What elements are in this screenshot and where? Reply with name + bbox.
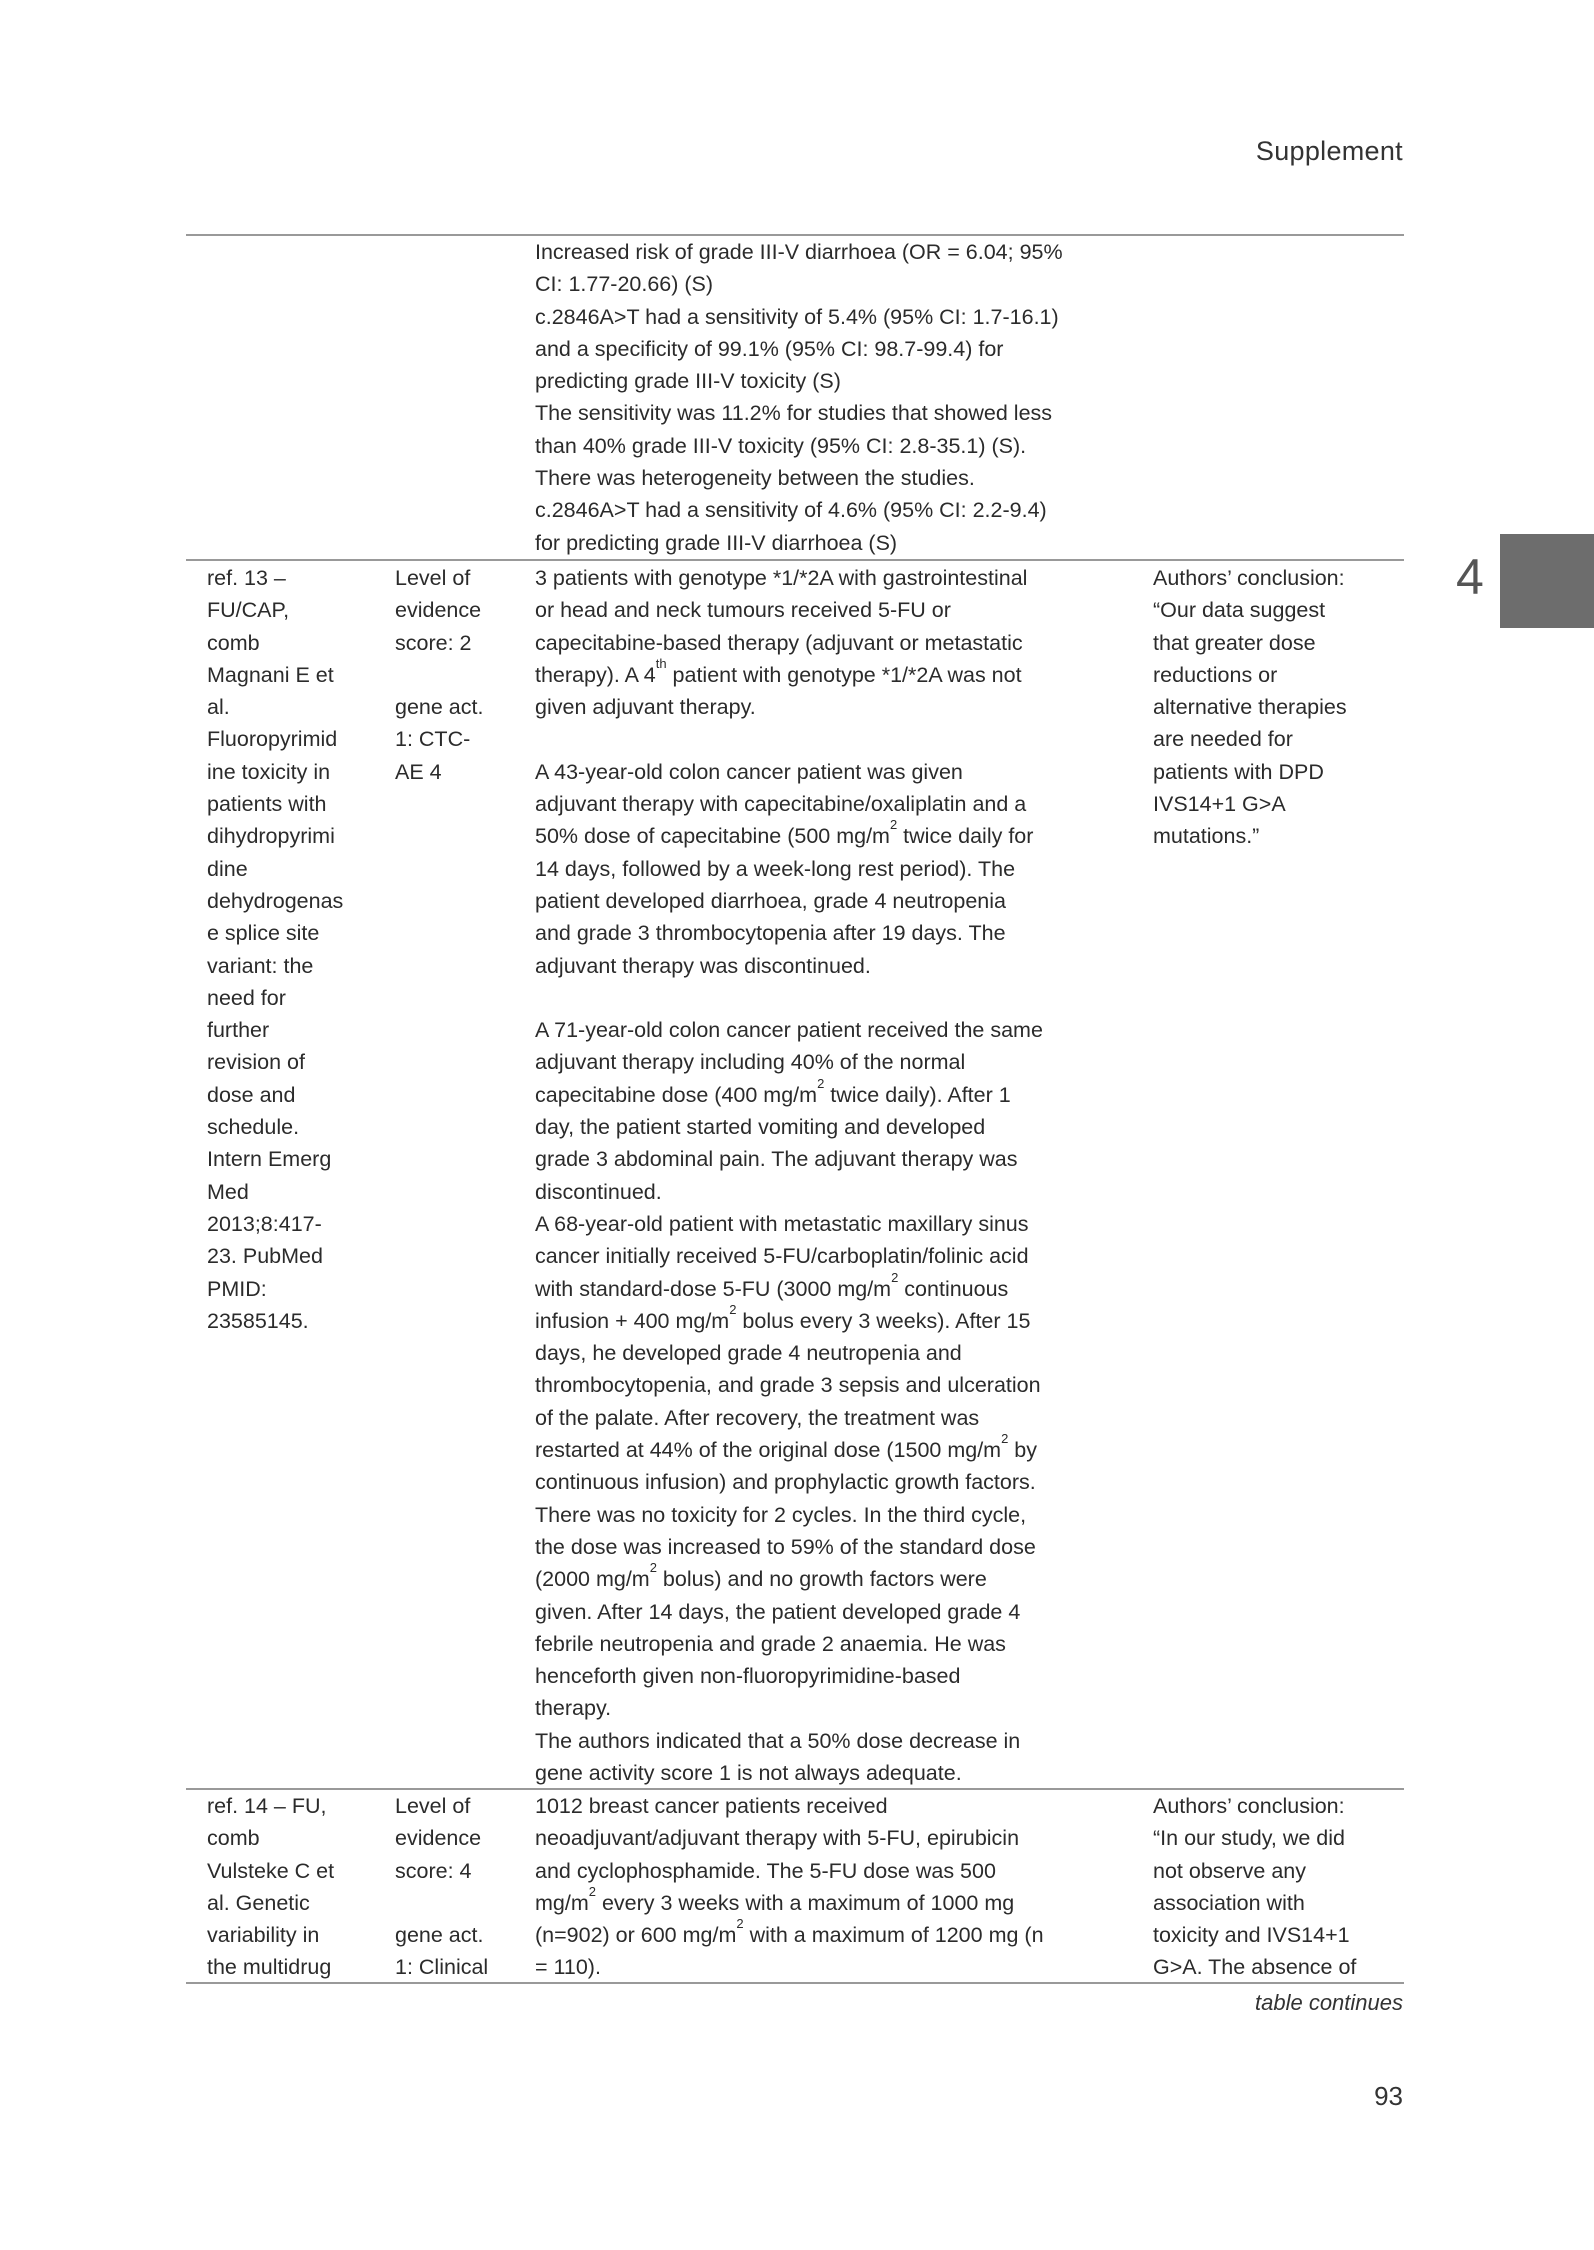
text-line: = 110). [535,1955,601,1980]
text-line: days, he developed grade 4 neutropenia and [535,1341,962,1366]
text-line: predicting grade III-V toxicity (S) [535,369,841,394]
text-fragment: with a maximum of 1200 mg (n [743,1923,1044,1948]
superscript: 2 [649,1560,657,1576]
text-line: comb [207,1826,260,1851]
text-line: Fluoropyrimid [207,727,338,752]
text-fragment: therapy). A 4 [535,662,656,687]
text-line: discontinued. [535,1179,662,1204]
text-line: Intern Emerg [207,1147,332,1172]
text-line: “Our data suggest [1153,598,1326,623]
text-line: schedule. [207,1115,300,1140]
text-line: febrile neutropenia and grade 2 anaemia. He was [535,1631,1006,1656]
text-fragment: restarted at 44% of the original dose (1500 mg/m [535,1438,1002,1463]
row2-findings [535,1790,1135,1984]
text-line: further [207,1018,270,1043]
superscript: 2 [729,1301,737,1317]
text-line: A 71-year-old colon cancer patient received the same [535,1018,1043,1043]
text-line: FU/CAP, [207,598,290,623]
text-line [535,1916,1135,1951]
text-line: revision of [207,1050,305,1075]
text-line: “In our study, we did [1153,1826,1345,1851]
superscript: 2 [1001,1431,1009,1447]
text-line: mutations.” [1153,824,1260,849]
text-line: variant: the [207,953,314,978]
text-line: 14 days, followed by a week-long rest period). The [535,856,1016,881]
text-line: Level of [395,566,471,590]
text-line: adjuvant therapy with capecitabine/oxaliplatin and a [535,792,1027,817]
text-line: Level of [395,1794,471,1818]
text-line: AE 4 [395,759,442,784]
text-line: and a specificity of 99.1% (95% CI: 98.7-99.4) for [535,336,1004,361]
text-fragment: twice daily for [897,824,1034,849]
text-line: IVS14+1 G>A [1153,792,1286,817]
text-fragment: (2000 mg/m [535,1567,650,1592]
text-fragment: bolus) and no growth factors were [656,1567,987,1592]
text-line: association with [1153,1890,1305,1915]
text-line: given adjuvant therapy. [535,695,756,720]
text-line: day, the patient started vomiting and developed [535,1115,986,1140]
text-line: the multidrug [207,1955,332,1980]
text-line: 23. PubMed [207,1244,323,1269]
text-line: neoadjuvant/adjuvant therapy with 5-FU, epirubicin [535,1826,1020,1851]
text-line: c.2846A>T had a sensitivity of 4.6% (95% CI: 2.2-9.4) [535,498,1047,523]
text-line [535,1560,1135,1595]
text-line: score: 4 [395,1858,472,1883]
text-line [535,1075,1135,1111]
text-fragment: (n=902) or 600 mg/m [535,1923,737,1948]
row1-conclusion [1153,562,1403,853]
text-line: 23585145. [207,1308,309,1333]
text-line: CI: 1.77-20.66) (S) [535,272,714,297]
row1-evidence [395,562,515,788]
text-line: cancer initially received 5-FU/carboplatin/folinic acid [535,1244,1029,1269]
text-line: ref. 13 – [207,566,286,590]
row2-conclusion [1153,1790,1403,1984]
text-line: Vulsteke C et [207,1858,335,1883]
text-line: The authors indicated that a 50% dose decrease in [535,1728,1021,1753]
text-line [535,1269,1135,1305]
text-line [395,1887,515,1919]
text-line: evidence [395,598,482,623]
text-line: alternative therapies [1153,695,1347,720]
text-line: 1: CTC- [395,727,471,752]
text-line: gene act. [395,1923,484,1948]
text-line: The sensitivity was 11.2% for studies that showed less [535,401,1053,426]
row0-col3-findings [535,236,1135,559]
text-line: 1012 breast cancer patients received [535,1794,888,1818]
text-line: G>A. The absence of [1153,1955,1357,1980]
text-line: adjuvant therapy including 40% of the normal [535,1050,966,1075]
text-line: Authors’ conclusion: [1153,1794,1345,1818]
text-line: variability in [207,1923,320,1948]
text-line: patients with DPD [1153,759,1324,784]
superscript: 2 [889,817,898,833]
text-line: toxicity and IVS14+1 [1153,1923,1350,1948]
paragraph-gap [535,723,1135,755]
text-line: There was heterogeneity between the studies. [535,466,975,491]
text-line: c.2846A>T had a sensitivity of 5.4% (95% CI: 1.7-16.1) [535,304,1059,329]
paragraph-gap [535,982,1135,1014]
text-line: ine toxicity in [207,759,331,784]
text-line: e splice site [207,921,320,946]
text-line: al. Genetic [207,1890,310,1915]
text-fragment: patient with genotype *1/*2A was not [666,662,1022,687]
text-line: capecitabine-based therapy (adjuvant or metastatic [535,630,1023,655]
text-line: thrombocytopenia, and grade 3 sepsis and ulceration [535,1373,1041,1398]
superscript: 2 [588,1883,596,1899]
text-line: dihydropyrimi [207,824,335,849]
superscript: 2 [736,1916,744,1932]
text-fragment: every 3 weeks with a maximum of 1000 mg [595,1890,1015,1915]
text-line: gene activity score 1 is not always adequate. [535,1760,962,1785]
text-line: the dose was increased to 59% of the standard dose [535,1534,1036,1559]
text-line: gene act. [395,695,484,720]
text-fragment: by [1008,1438,1038,1463]
text-line: grade 3 abdominal pain. The adjuvant therapy was [535,1147,1018,1172]
page-number: 93 [1374,2081,1403,2111]
text-line: need for [207,985,286,1010]
text-line: evidence [395,1826,482,1851]
text-fragment: continuous [898,1276,1009,1301]
row2-evidence [395,1790,515,1984]
text-line [535,655,1135,691]
superscript: th [655,655,667,671]
text-line: patients with [207,792,327,817]
text-fragment: infusion + 400 mg/m [535,1308,730,1333]
text-line [535,1301,1135,1337]
text-line: score: 2 [395,630,472,655]
text-line: Med [207,1179,249,1204]
text-line: are needed for [1153,727,1293,752]
chapter-number: 4 [1456,549,1484,605]
text-line: that greater dose [1153,630,1316,655]
chapter-tab-marker [1500,534,1594,628]
text-line: of the palate. After recovery, the treatment was [535,1405,980,1430]
row1-reference [207,562,377,1337]
text-line: A 43-year-old colon cancer patient was given [535,759,963,784]
text-fragment: twice daily). After 1 [824,1082,1011,1107]
superscript: 2 [891,1269,899,1285]
text-line: for predicting grade III-V diarrhoea (S) [535,530,898,555]
text-fragment: capecitabine dose (400 mg/m [535,1082,818,1107]
text-line: comb [207,630,260,655]
text-line: therapy. [535,1696,612,1721]
text-line: dose and [207,1082,296,1107]
text-line: There was no toxicity for 2 cycles. In the third cycle, [535,1502,1027,1527]
row1-findings [535,562,1135,1789]
text-line: 1: Clinical [395,1955,489,1980]
text-line: not observe any [1153,1858,1306,1883]
text-line: adjuvant therapy was discontinued. [535,953,871,978]
text-line: than 40% grade III-V toxicity (95% CI: 2.8-35.1) (S). [535,433,1027,458]
text-line: al. [207,695,230,720]
text-fragment: with standard-dose 5-FU (3000 mg/m [535,1276,892,1301]
text-line [535,1883,1135,1919]
text-line: dehydrogenas [207,888,344,913]
table-continues-note: table continues [1255,1990,1403,2015]
text-line: patient developed diarrhoea, grade 4 neutropenia [535,888,1006,913]
text-line: A 68-year-old patient with metastatic maxillary sinus [535,1211,1029,1236]
text-line: and cyclophosphamide. The 5-FU dose was 500 [535,1858,996,1883]
row-divider [186,559,1404,561]
text-fragment: 50% dose of capecitabine (500 mg/m [535,824,890,849]
text-line: Increased risk of grade III-V diarrhoea (OR = 6.04; 95% [535,240,1063,264]
running-header: Supplement [1255,136,1403,166]
text-line: 2013;8:417- [207,1211,322,1236]
superscript: 2 [817,1075,825,1091]
text-line [395,659,515,691]
text-line: dine [207,856,248,881]
text-line: ref. 14 – FU, [207,1794,327,1818]
text-line: henceforth given non-fluoropyrimidine-based [535,1664,961,1689]
text-fragment: mg/m [535,1890,589,1915]
text-fragment: bolus every 3 weeks). After 15 [736,1308,1031,1333]
text-line: given. After 14 days, the patient developed grade 4 [535,1599,1021,1624]
text-line: and grade 3 thrombocytopenia after 19 days. The [535,921,1006,946]
text-line: 3 patients with genotype *1/*2A with gastrointestinal [535,566,1028,590]
text-line: or head and neck tumours received 5-FU or [535,598,951,623]
text-line: continuous infusion) and prophylactic growth factors. [535,1470,1036,1495]
text-line [535,817,1135,852]
row2-reference [207,1790,377,1984]
text-line: Authors’ conclusion: [1153,566,1345,590]
text-line: PMID: [207,1276,267,1301]
text-line: Magnani E et [207,662,334,687]
text-line [535,1431,1135,1466]
text-line: reductions or [1153,662,1278,687]
